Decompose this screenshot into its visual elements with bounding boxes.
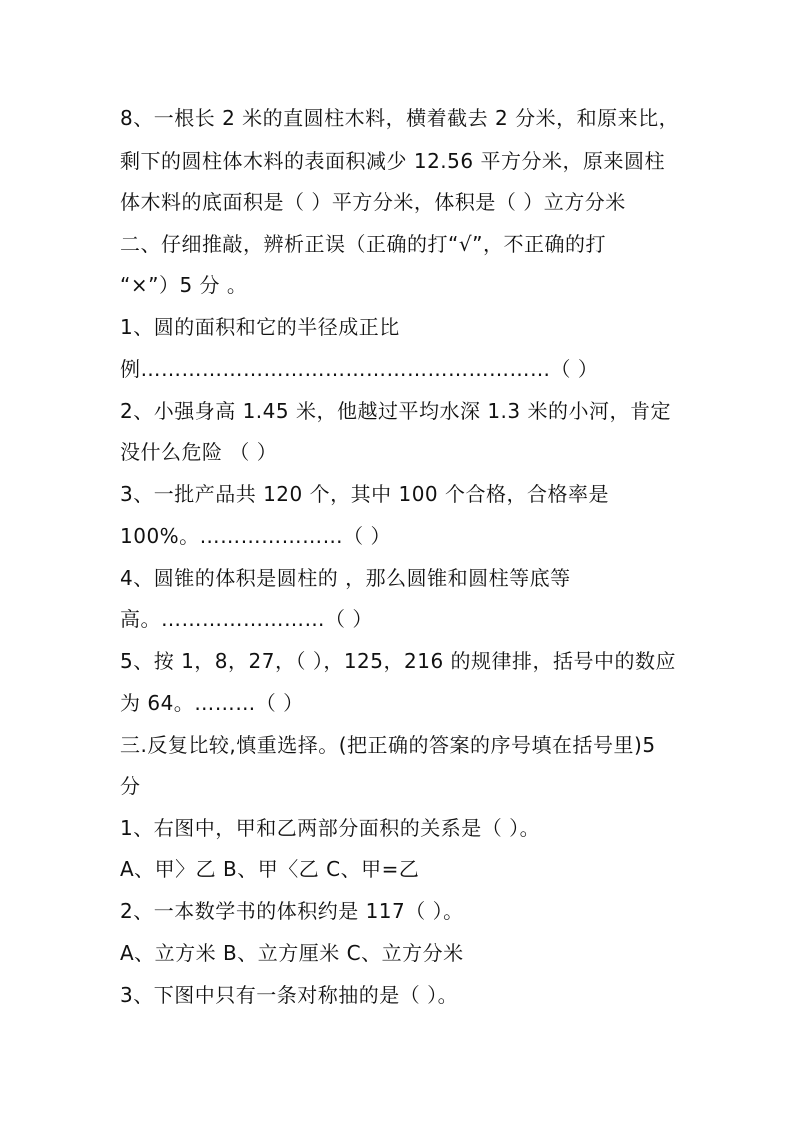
judge-1-line-1: 1、圆的面积和它的半径成正比 <box>120 315 400 339</box>
choice-1-options: A、甲〉乙 B、甲〈乙 C、甲=乙 <box>120 857 420 881</box>
question-8-line-3: 体木料的底面积是（ ）平方分米，体积是（ ）立方分米 <box>120 190 626 214</box>
section-3-heading: 三.反复比较,慎重选择。(把正确的答案的序号填在括号里)5 <box>120 733 656 757</box>
judge-4-line-2: 高。……………………（ ） <box>120 607 373 631</box>
judge-2-line-2: 没什么危险 （ ） <box>120 440 278 464</box>
judge-5-line-2: 为 64。………（ ） <box>120 691 304 715</box>
judge-3-line-1: 3、一批产品共 120 个，其中 100 个合格，合格率是 <box>120 482 610 506</box>
question-8-line-2: 剩下的圆柱体木料的表面积减少 12.56 平方分米，原来圆柱 <box>120 149 665 173</box>
judge-5-line-1: 5、按 1，8，27，（ ），125，216 的规律排，括号中的数应 <box>120 649 677 673</box>
choice-3-question: 3、下图中只有一条对称抽的是（ ）。 <box>120 983 459 1007</box>
judge-3-line-2: 100%。…………………（ ） <box>120 524 392 548</box>
choice-1-question: 1、右图中，甲和乙两部分面积的关系是（ ）。 <box>120 816 541 840</box>
judge-2-line-1: 2、小强身高 1.45 米，他越过平均水深 1.3 米的小河，肯定 <box>120 399 671 423</box>
section-2-heading-cont: “×”）5 分 。 <box>120 273 248 297</box>
judge-1-line-2: 例……………………………………………………（ ） <box>120 357 599 381</box>
choice-2-question: 2、一本数学书的体积约是 117（ ）。 <box>120 899 464 923</box>
choice-2-options: A、立方米 B、立方厘米 C、立方分米 <box>120 941 464 965</box>
section-3-heading-cont: 分 <box>120 774 141 798</box>
question-8-line-1: 8、一根长 2 米的直圆柱木料，横着截去 2 分米，和原来比， <box>120 106 680 130</box>
judge-4-line-1: 4、圆锥的体积是圆柱的 ，那么圆锥和圆柱等底等 <box>120 566 571 590</box>
section-2-heading: 二、仔细推敲，辨析正误（正确的打“√”，不正确的打 <box>120 232 606 256</box>
